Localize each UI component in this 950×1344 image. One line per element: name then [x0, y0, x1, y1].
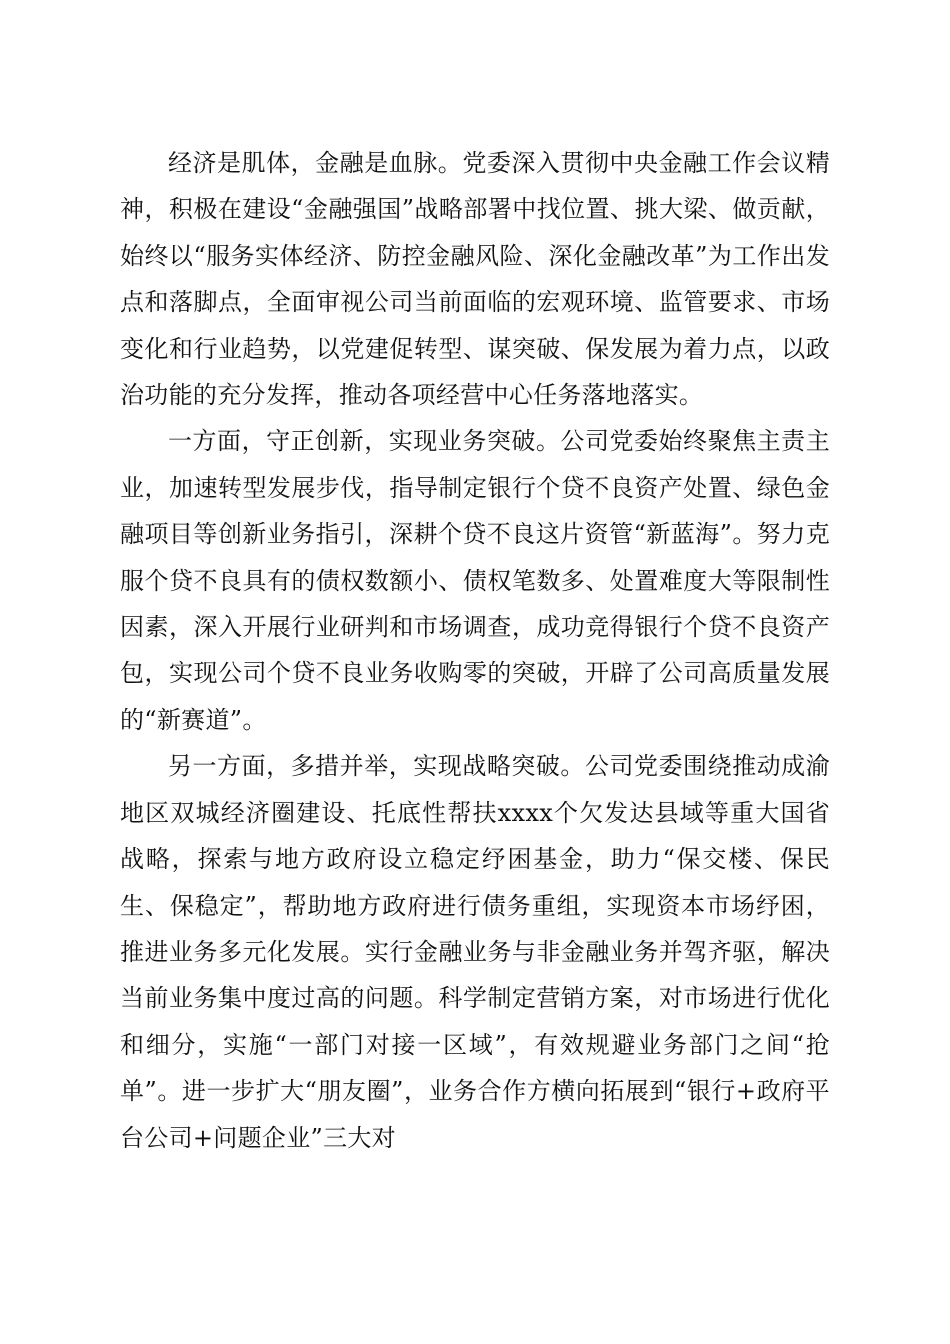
- paragraph-intro: 经济是肌体，金融是血脉。党委深入贯彻中央金融工作会议精神，积极在建设“金融强国”战略部署中找位置、挑大梁、做贡献，始终以“服务实体经济、防控金融风险、深化金融改革”为工作出发点和落脚点，全面审视公司当前面临的宏观环境、监管要求、市场变化和行业趋势，以党建促转型、谋突破、保发展为着力点，以政治功能的充分发挥，推动各项经营中心任务落地落实。: [120, 149, 830, 410]
- paragraph-strategic-breakthrough: 另一方面，多措并举，实现战略突破。公司党委围绕推动成渝地区双城经济圈建设、托底性帮扶xxxx个欠发达县域等重大国省战略，探索与地方政府设立稳定纾困基金，助力“保交楼、保民生、保稳定”，帮助地方政府进行债务重组，实现资本市场纾困，推进业务多元化发展。实行金融业务与非金融业务并驾齐驱，解决当前业务集中度过高的问题。科学制定营销方案，对市场进行优化和细分，实施“一部门对接一区域”，有效规避业务部门之间“抢单”。进一步扩大“朋友圈”，业务合作方横向拓展到“银行+政府平台公司+问题企业”三大对: [120, 752, 830, 1152]
- document-body: [120, 140, 830, 1161]
- paragraph-business-breakthrough: 一方面，守正创新，实现业务突破。公司党委始终聚焦主责主业，加速转型发展步伐，指导制定银行个贷不良资产处置、绿色金融项目等创新业务指引，深耕个贷不良这片资管“新蓝海”。努力克服个贷不良具有的债权数额小、债权笔数多、处置难度大等限制性因素，深入开展行业研判和市场调查，成功竞得银行个贷不良资产包，实现公司个贷不良业务收购零的突破，开辟了公司高质量发展的“新赛道”。: [120, 427, 830, 734]
